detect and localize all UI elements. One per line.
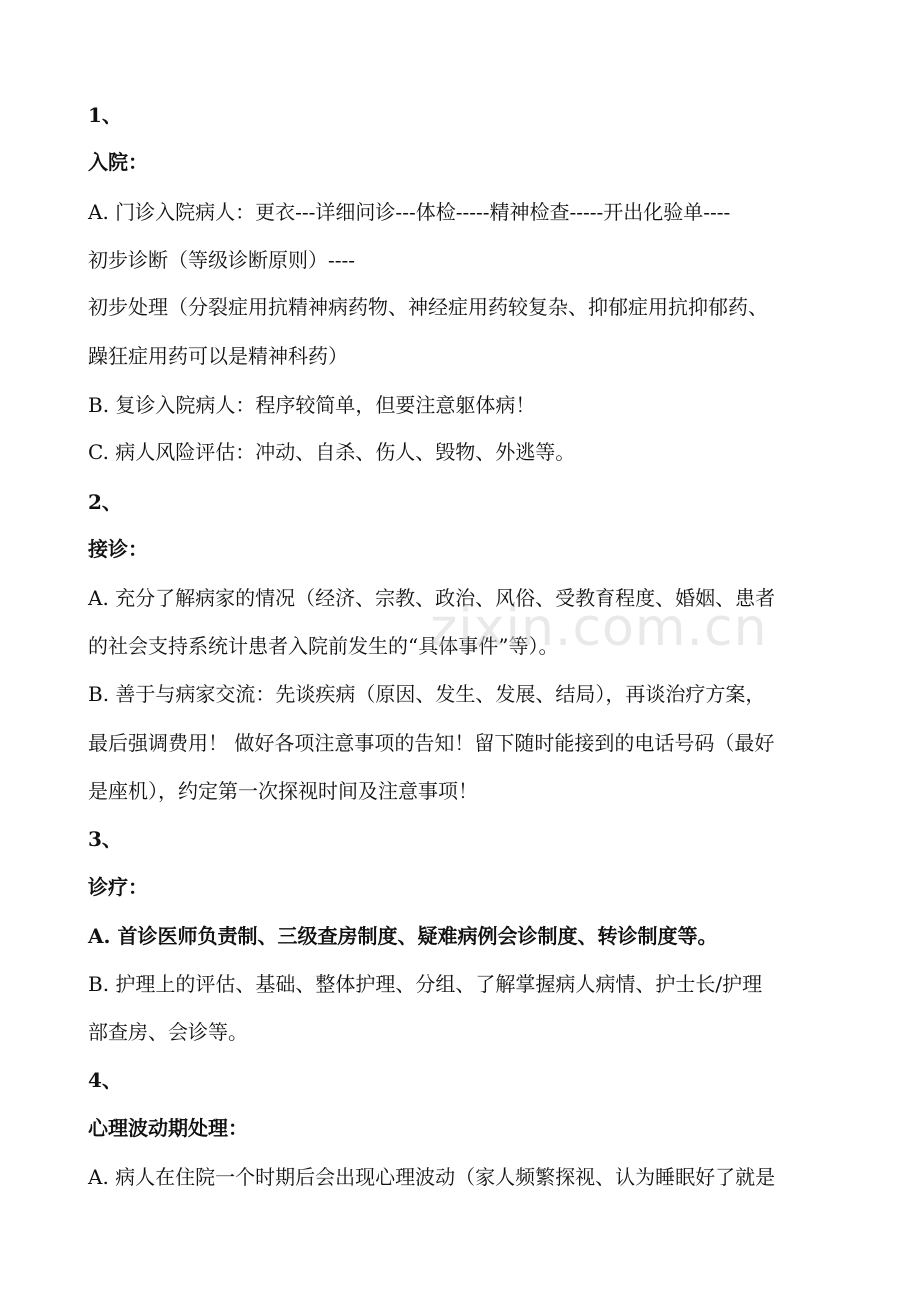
- paragraph-line: A. 病人在住院一个时期后会出现心理波动（家人频繁探视、认为睡眠好了就是: [88, 1165, 776, 1189]
- paragraph-line: A. 门诊入院病人：更衣---详细问诊---体检-----精神检查-----开出化验单----: [88, 200, 731, 224]
- section-number-2: 2、: [88, 490, 122, 514]
- paragraph-line: 是座机），约定第一次探视时间及注意事项！: [88, 779, 478, 803]
- section-title-psychological-fluctuation: 心理波动期处理：: [88, 1116, 248, 1140]
- watermark: zixin.com.cn: [430, 598, 768, 658]
- section-number-3: 3、: [88, 827, 122, 851]
- paragraph-line: A. 充分了解病家的情况（经济、宗教、政治、风俗、受教育程度、婚姻、患者: [88, 586, 776, 610]
- paragraph-line-bold: A. 首诊医师负责制、三级查房制度、疑难病例会诊制度、转诊制度等。: [88, 924, 718, 948]
- paragraph-line: B. 善于与病家交流：先谈疾病（原因、发生、发展、结局），再谈治疗方案，: [88, 682, 766, 706]
- paragraph-line: 部查房、会诊等。: [88, 1020, 248, 1044]
- section-title-diagnosis: 诊疗：: [88, 875, 148, 899]
- paragraph-line: C. 病人风险评估：冲动、自杀、伤人、毁物、外逃等。: [88, 440, 576, 464]
- paragraph-line: B. 护理上的评估、基础、整体护理、分组、了解掌握病人病情、护士长/护理: [88, 972, 763, 996]
- paragraph-line: 躁狂症用药可以是精神科药）: [88, 344, 348, 368]
- section-number-1: 1、: [88, 103, 122, 127]
- paragraph-line: 初步诊断（等级诊断原则）----: [88, 248, 356, 272]
- paragraph-line: 的社会支持系统计患者入院前发生的“具体事件”等）。: [88, 634, 559, 658]
- paragraph-line: 最后强调费用！ 做好各项注意事项的告知！留下随时能接到的电话号码（最好: [88, 731, 775, 755]
- section-title-admission: 入院：: [88, 150, 148, 174]
- paragraph-line: B. 复诊入院病人：程序较简单，但要注意躯体病！: [88, 393, 536, 417]
- paragraph-line: 初步处理（分裂症用抗精神病药物、神经症用药较复杂、抑郁症用抗抑郁药、: [88, 295, 768, 319]
- section-title-reception: 接诊：: [88, 537, 148, 561]
- section-number-4: 4、: [88, 1068, 122, 1092]
